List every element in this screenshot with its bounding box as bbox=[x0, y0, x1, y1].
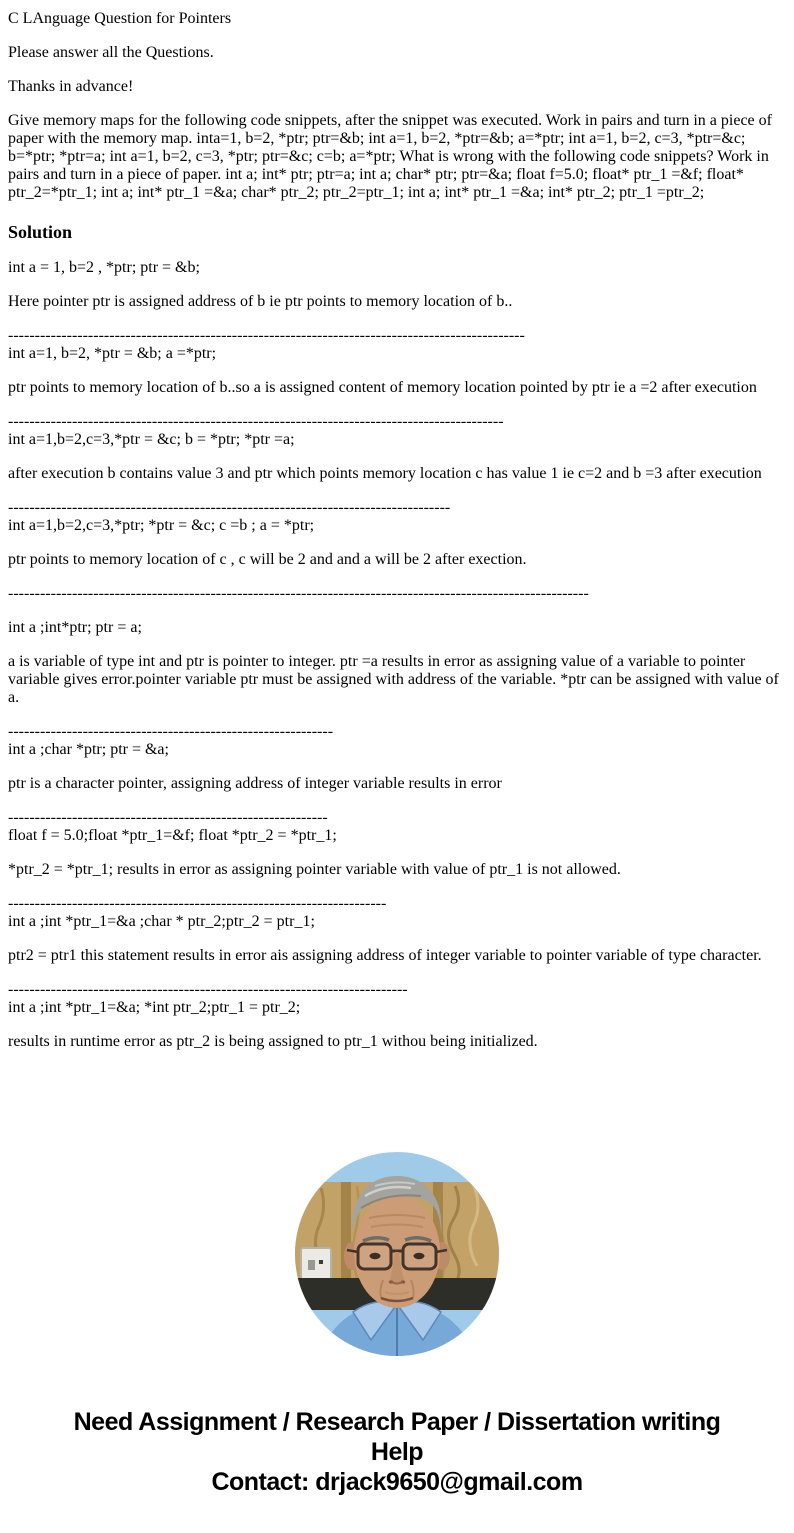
code-line: int a=1,b=2,c=3,*ptr = &c; b = *ptr; *ptr =a; bbox=[8, 431, 295, 448]
code-line: int a ;int*ptr; ptr = a; bbox=[8, 619, 142, 636]
code-line: int a = 1, b=2 , *ptr; ptr = &b; bbox=[8, 259, 200, 276]
solution-heading: Solution bbox=[8, 222, 73, 242]
explanation-text: a is variable of type int and ptr is pointer to integer. ptr =a results in error as assigning value of a variable to pointer variable gives error.pointer variable ptr must be assigned with address of the variable. *ptr can be assigned with value of a. bbox=[8, 653, 779, 706]
intro-text: Please answer all the Questions. bbox=[8, 44, 214, 61]
footer-contact-text: Contact: drjack9650@gmail.com bbox=[211, 1468, 583, 1496]
document-title: C LAnguage Question for Pointers bbox=[8, 10, 232, 27]
separator-code-block bbox=[8, 413, 786, 449]
separator-code-block bbox=[8, 499, 786, 535]
separator-line: --------------------------------------------------------------------------- bbox=[8, 981, 408, 998]
explanation-text: ptr points to memory location of b..so a is assigned content of memory location pointed by ptr ie a =2 after execution bbox=[8, 379, 757, 396]
explanation-text: ptr is a character pointer, assigning address of integer variable results in error bbox=[8, 775, 502, 792]
separator-line: ------------------------------------------------------------------------------------------------------------- bbox=[8, 585, 589, 602]
code-line: int a ;char *ptr; ptr = &a; bbox=[8, 741, 169, 758]
code-line: int a ;int *ptr_1=&a; *int ptr_2;ptr_1 = ptr_2; bbox=[8, 999, 301, 1016]
separator-code-block bbox=[8, 327, 786, 363]
portrait-illustration bbox=[295, 1152, 499, 1356]
explanation-text: Here pointer ptr is assigned address of b ie ptr points to memory location of b.. bbox=[8, 293, 513, 310]
separator-line: ------------------------------------------------------------------------------------------------- bbox=[8, 327, 525, 344]
code-line: int a ;int *ptr_1=&a ;char * ptr_2;ptr_2 = ptr_1; bbox=[8, 913, 315, 930]
footer-help-text: Need Assignment / Research Paper / Dissertation writing Help bbox=[73, 1408, 721, 1466]
code-line: int a=1,b=2,c=3,*ptr; *ptr = &c; c =b ; a = *ptr; bbox=[8, 517, 315, 534]
separator-code-block bbox=[8, 895, 786, 931]
explanation-text: *ptr_2 = *ptr_1; results in error as assigning pointer variable with value of ptr_1 is not allowed. bbox=[8, 861, 621, 878]
avatar-section bbox=[8, 1152, 786, 1356]
document-body bbox=[8, 10, 786, 1051]
code-line: float f = 5.0;float *ptr_1=&f; float *ptr_2 = *ptr_1; bbox=[8, 827, 337, 844]
separator-line: ------------------------------------------------------------- bbox=[8, 723, 334, 740]
footer-banner bbox=[8, 1407, 786, 1497]
explanation-text: results in runtime error as ptr_2 is being assigned to ptr_1 withou being initialized. bbox=[8, 1033, 538, 1050]
question-paragraph: Give memory maps for the following code snippets, after the snippet was executed. Work in pairs and turn in a piece of paper with the memory map. inta=1, b=2, *ptr; ptr=&b; int a=1, b=2, *ptr=&b; a=*ptr; int a=1, b=2, c=3, *ptr=&c; b=*ptr; *ptr=a; int a=1, b=2, c=3, *ptr; ptr=&c; c=b; a=*ptr; What is wrong with the following code snippets? Work in pairs and turn in a piece of paper. int a; int* ptr; ptr=a; int a; char* ptr; ptr=&a; float f=5.0; float* ptr_1 =&f; float* ptr_2=*ptr_1; int a; int* ptr_1 =&a; char* ptr_2; ptr_2=ptr_1; int a; int* ptr_1 =&a; int* ptr_2; ptr_1 =ptr_2; bbox=[8, 112, 772, 201]
separator-line: ----------------------------------------------------------------------- bbox=[8, 895, 387, 912]
profile-photo bbox=[295, 1152, 499, 1356]
explanation-text: ptr points to memory location of c , c will be 2 and and a will be 2 after exection. bbox=[8, 551, 527, 568]
separator-code-block bbox=[8, 723, 786, 759]
code-line: int a=1, b=2, *ptr = &b; a =*ptr; bbox=[8, 345, 217, 362]
thanks-text: Thanks in advance! bbox=[8, 78, 134, 95]
separator-code-block bbox=[8, 981, 786, 1017]
separator-code-block bbox=[8, 809, 786, 845]
document-page bbox=[0, 10, 794, 1533]
explanation-text: after execution b contains value 3 and ptr which points memory location c has value 1 ie c=2 and b =3 after execution bbox=[8, 465, 762, 482]
separator-line: ------------------------------------------------------------ bbox=[8, 809, 328, 826]
separator-line: ----------------------------------------------------------------------------------- bbox=[8, 499, 451, 516]
explanation-text: ptr2 = ptr1 this statement results in error ais assigning address of integer variable to pointer variable of type character. bbox=[8, 947, 762, 964]
separator-line: --------------------------------------------------------------------------------------------- bbox=[8, 413, 504, 430]
